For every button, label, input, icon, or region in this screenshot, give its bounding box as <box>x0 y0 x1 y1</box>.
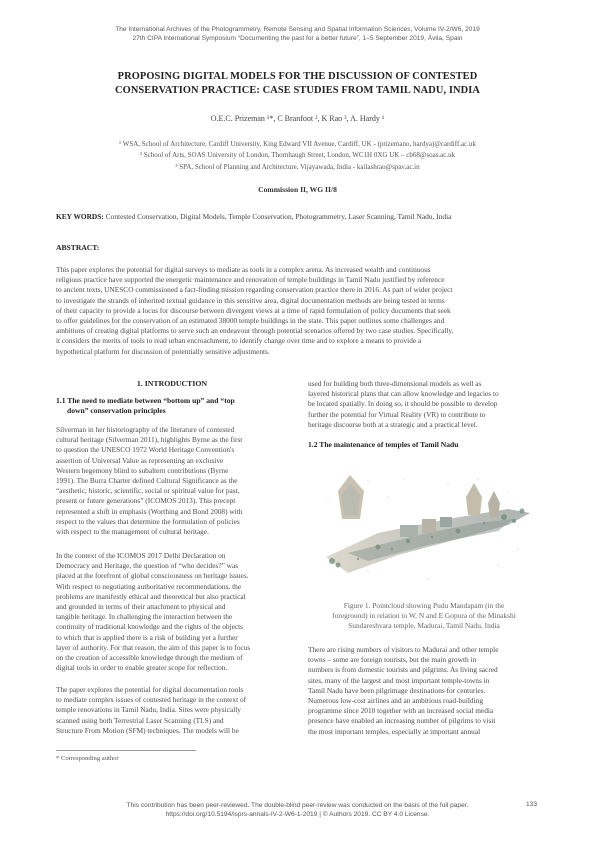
keywords <box>56 212 546 221</box>
text-line: problems are manifestly ethical and theoretical but also practical <box>56 591 246 601</box>
text-line: the most important temples, especially at important annual <box>308 726 481 736</box>
abstract-line: hypothetical platform for discussion of potentially sensitive adjustments. <box>56 346 270 356</box>
commission-label: Commission II, WG II/8 <box>258 185 337 194</box>
text-line: used for building both three-dimensional models as well as <box>308 379 482 388</box>
page-number: 133 <box>526 801 538 808</box>
text-line: tangible heritage. In challenging the interaction between the <box>56 612 233 622</box>
abstract-line: This paper explores the potential for digital surveys to mediate as tools in a complex arena. As increased wealth and continuous <box>56 265 431 274</box>
text-line: to which that is applied there is a risk of building yet a further <box>56 632 238 642</box>
text-line: Structure From Motion (SFM) techniques. The models will be <box>56 725 239 735</box>
text-line: There are rising numbers of visitors to Madurai and other temple <box>308 645 499 654</box>
abstract-line: to offer guidelines for the conservation of an estimated 38000 temple buildings in the state. This paper outlines some challenges and <box>56 316 445 326</box>
text-line: on the creation of accessible knowledge through the medium of <box>56 653 243 663</box>
caption-line: foreground) in relation to W, N and E Gopura of the Minakshi <box>332 611 516 620</box>
text-line: continuity of traditional knowledge and the rights of the objects <box>56 622 244 632</box>
text-line: digital tools in order to enable greater scope for reflection. <box>56 663 228 673</box>
text-line: In the context of the ICOMOS 2017 Delhi Declaration on <box>56 551 226 560</box>
text-line: placed at the forefront of global consciousness on heritage issues. <box>56 571 249 581</box>
text-line: further the potential for Virtual Reality (VR) to contribute to <box>308 409 486 419</box>
text-line: 1991). The Burra Charter defined Cultural Significance as the <box>56 476 238 486</box>
text-line: represented a shift in emphasis (Worthing and Bond 2008) with <box>56 506 243 516</box>
text-line: Numerous low-cost airlines and an ambitious road-building <box>308 696 483 706</box>
caption-line: Sundareshvara temple, Madurai, Tamil Nadu, India <box>348 621 500 630</box>
subsection-heading-1-2: 1.2 The maintenance of temples of Tamil Nadu <box>308 440 459 449</box>
text-line: With respect to negotiating authoritative recommendations, the <box>56 581 242 591</box>
text-line: and grounded in terms of their attachment to physical and <box>56 602 226 612</box>
affiliation-2: ² School of Arts, SOAS University of London, Thornhaugh Street, London, WC1H 0XG UK – cb68@soas.ac.uk <box>139 151 456 159</box>
figure-1-caption <box>308 601 540 631</box>
paper-title-line2: CONSERVATION PRACTICE: CASE STUDIES FROM TAMIL NADU, INDIA <box>115 85 480 96</box>
text-line: layered historical plans that can allow knowledge and legacies to <box>308 389 499 399</box>
affiliation-1: ¹ WSA, School of Architecture, Cardiff University, King Edward VII Avenue, Cardiff, UK - (prizemano, hardya)@cardiff.ac.uk <box>118 140 477 148</box>
subsection-heading-line: down” conservation principles <box>67 406 166 415</box>
text-line: Democracy and Heritage, the question of “who decides?” was <box>56 561 239 571</box>
right-column-paragraph-2 <box>308 645 540 737</box>
text-line: be located spatially. In doing so, it should be possible to develop <box>308 399 498 409</box>
text-line: to mediate complex issues of contested heritage in the context of <box>56 695 247 705</box>
footnote-corresponding-author: * Corresponding author <box>56 755 119 762</box>
text-line: heritage discourse both at a strategic and a practical level. <box>308 419 478 429</box>
footnote-rule <box>56 750 196 751</box>
running-header-line2: 27th CIPA International Symposium “Documenting the past for a better future”, 1–5 September 2019, Ávila, Spain <box>132 35 463 42</box>
keywords-text: Contested Conservation, Digital Models, Temple Conservation, Photogrammetry, Laser Scanning, Tamil Nadu, India <box>105 212 452 221</box>
intro-paragraph-1 <box>56 425 288 537</box>
text-line: assertion of Universal Value as representing an exclusive <box>56 455 224 465</box>
abstract-line: to investigate the strands of inherited textual guidance in this sensitive area, digital documentation methods are being tested in terms <box>56 295 445 305</box>
text-line: respect to the values that determine the formulation of policies <box>56 516 240 526</box>
text-line: Western hegemony blind to subaltern contributions (Byrne <box>56 465 229 475</box>
paper-title-line1: PROPOSING DIGITAL MODELS FOR THE DISCUSSION OF CONTESTED <box>117 71 478 82</box>
footer-doi-license: https://doi.org/10.5194/isprs-annals-IV-2-W6-1-2019 | © Authors 2019. CC BY 4.0 License. <box>165 811 430 818</box>
abstract-body <box>56 265 540 357</box>
text-line: scanned using both Terrestrial Laser Scanning (TLS) and <box>56 715 224 725</box>
author-list: O.E.C. Prizeman ¹*, C Branfoot ², K Rao ³, A. Hardy ¹ <box>210 114 385 123</box>
footer-peer-review-note: This contribution has been peer-reviewed. The double-blind peer-review was conducted on the basis of the full paper. <box>126 802 469 809</box>
keywords-label: KEY WORDS: <box>56 212 104 221</box>
text-line: cultural heritage (Silverman 2011), highlights Byrne as the first <box>56 435 243 445</box>
intro-paragraph-2 <box>56 551 288 673</box>
text-line: sites, many of the largest and most important temple-towns in <box>308 675 490 685</box>
affiliation-3: ³ SPA, School of Planning and Architecture, Vijayawada, India - kailashrao@spav.ac.in <box>175 163 420 171</box>
text-line: programme since 2010 together with an increased social media <box>308 706 494 716</box>
abstract-line: ambitions of creating digital platforms to serve such an endeavour through potential scenarios offered by two case studies. Specifically, <box>56 326 454 336</box>
pointcloud-image <box>308 461 540 596</box>
text-line: The paper explores the potential for digital documentation tools <box>56 685 244 694</box>
intro-paragraph-3 <box>56 685 288 736</box>
text-line: to question the UNESCO 1972 World Heritage Convention's <box>56 445 235 455</box>
pointcloud-graphic <box>308 461 540 596</box>
text-line: layer of authority. For that reason, the aim of this paper is to focus <box>56 642 251 652</box>
caption-line: Figure 1. Pointcloud showing Pudu Mandapam (in the <box>343 601 505 610</box>
text-line: with respect to the management of cultural heritage. <box>56 527 209 537</box>
subsection-heading-line: 1.1 The need to mediate between “bottom up” and “top <box>56 396 235 405</box>
text-line: towns – some are foreign tourists, but the main growth in <box>308 655 477 665</box>
abstract-line: it considers the merits of tools to read urban encroachment, to identify change over time and to explore a means to provide a <box>56 336 422 346</box>
subsection-heading-1-1 <box>56 396 288 416</box>
abstract-heading: ABSTRACT: <box>56 243 100 252</box>
text-line: presence have enabled an increasing number of pilgrims to visit <box>308 716 496 726</box>
text-line: Silverman in her historiography of the literature of contested <box>56 425 235 434</box>
running-header-line1: The International Archives of the Photogrammetry, Remote Sensing and Spatial Information Sciences, Volume IV-2/W6, 2019 <box>115 26 480 33</box>
text-line: Tamil Nadu have been pilgrimage destinations for centuries. <box>308 685 486 695</box>
text-line: present or future generations” (ICOMOS 2013). This precept <box>56 496 236 506</box>
abstract-line: to ancient texts, UNESCO commissioned a fact-finding mission regarding conservation practice there in 2016. As part of wider project <box>56 285 453 295</box>
abstract-line: of their capacity to provide a locus for discourse between divergent views at a time of rapid formulation of policy documents that seek <box>56 305 451 315</box>
text-line: temple renovations in Tamil Nadu, India. Sites were physically <box>56 705 241 715</box>
abstract-line: religious practice have supported the energetic maintenance and renovation of temple buildings in Tamil Nadu justified by reference <box>56 275 445 285</box>
text-line: numbers is from domestic tourists and pilgrims. As living sacred <box>308 665 498 675</box>
right-column-paragraph-1 <box>308 379 540 430</box>
text-line: “aesthetic, historic, scientific, social or spiritual value for past, <box>56 486 240 496</box>
section-heading-introduction: 1. INTRODUCTION <box>136 379 208 388</box>
